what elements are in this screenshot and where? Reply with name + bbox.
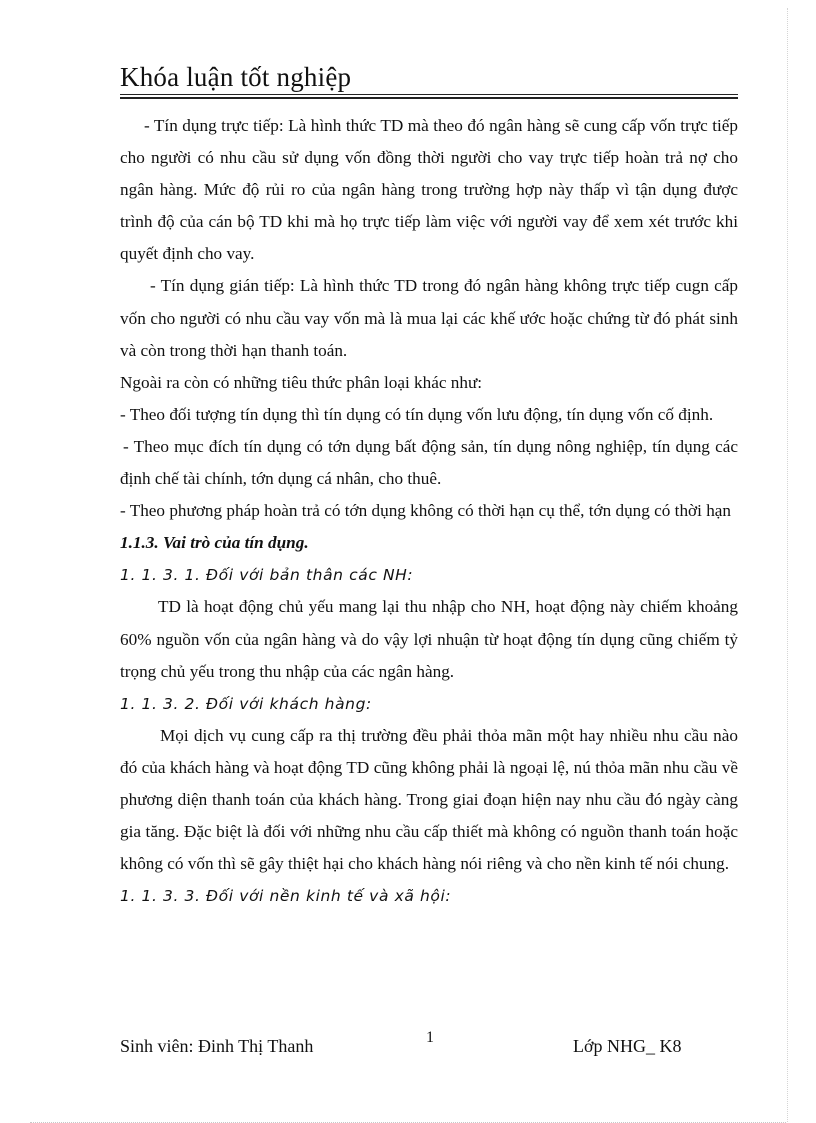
paragraph-by-repayment: - Theo phương pháp hoàn trả có tớn dụng không có thời hạn cụ thể, tớn dụng có thời hạn [120,501,732,521]
footer-class: Lớp NHG_ K8 [573,1036,682,1056]
paragraph-other-criteria: Ngoài ra còn có những tiêu thức phân loại khác như: [120,372,483,392]
sub-heading-banks: 1. 1. 3. 1. Đối với bản thân các NH: [120,566,414,585]
section-heading: 1.1.3. Vai trò của tín dụng. [120,533,309,553]
sub-heading-economy: 1. 1. 3. 3. Đối với nền kinh tế và xã hội: [120,887,452,906]
paragraph-direct-credit: - Tín dụng trực tiếp: Là hình thức TD mà theo đó ngân hàng sẽ cung cấp vốn trực tiếp cho người có nhu cầu sử dụng vốn đồng thời người cho vay trực tiếp hoàn trả nợ cho ngân hàng. Mức độ rủi ro của ngân hàng trong trường hợp này thấp vì tận dụng được trình độ của cán bộ TD khi mà họ trực tiếp làm việc với người vay để xem xét trước khi quyết định cho vay. [120,116,738,264]
paragraph-banks-role: TD là hoạt động chủ yếu mang lại thu nhập cho NH, hoạt động này chiếm khoảng 60% nguồn vốn của ngân hàng và do vậy lợi nhuận từ hoạt động tín dụng cũng chiếm tỷ trọng chủ yếu trong thu nhập của các ngân hàng. [120,597,738,681]
header-rule-thick [120,97,738,99]
header-rule [120,94,738,95]
paragraph-indirect-credit: - Tín dụng gián tiếp: Là hình thức TD trong đó ngân hàng không trực tiếp cugn cấp vốn cho người có nhu cầu vay vốn mà là mua lại các khế ước hoặc chứng từ đó phát sinh và còn trong thời hạn thanh toán. [120,276,738,360]
paragraph-by-object: - Theo đối tượng tín dụng thì tín dụng có tín dụng vốn lưu động, tín dụng vốn cố định. [120,404,714,424]
page-number: 1 [426,1029,434,1046]
document-body [120,110,738,912]
document-title: Khóa luận tốt nghiệp [120,62,352,92]
paragraph-by-purpose: - Theo mục đích tín dụng có tớn dụng bất động sản, tín dụng nông nghiệp, tín dụng các định chế tài chính, tớn dụng cá nhân, cho thuê. [120,436,738,489]
paragraph-customers-role: Mọi dịch vụ cung cấp ra thị trường đều phải thỏa mãn một hay nhiều nhu cầu nào đó của khách hàng và hoạt động TD cũng không phải là ngoại lệ, nú thỏa mãn nhu cầu về phương diện thanh toán của khách hàng. Trong giai đoạn hiện nay nhu cầu đó ngày càng gia tăng. Đặc biệt là đối với những nhu cầu cấp thiết mà không có nguồn thanh toán hoặc không có vốn thì sẽ gây thiệt hại cho khách hàng nói riêng và cho nền kinh tế nói chung. [120,725,738,874]
sub-heading-customers: 1. 1. 3. 2. Đối với khách hàng: [120,694,372,713]
footer-student: Sinh viên: Đinh Thị Thanh [120,1036,314,1056]
page-boundary-right [787,8,788,1122]
